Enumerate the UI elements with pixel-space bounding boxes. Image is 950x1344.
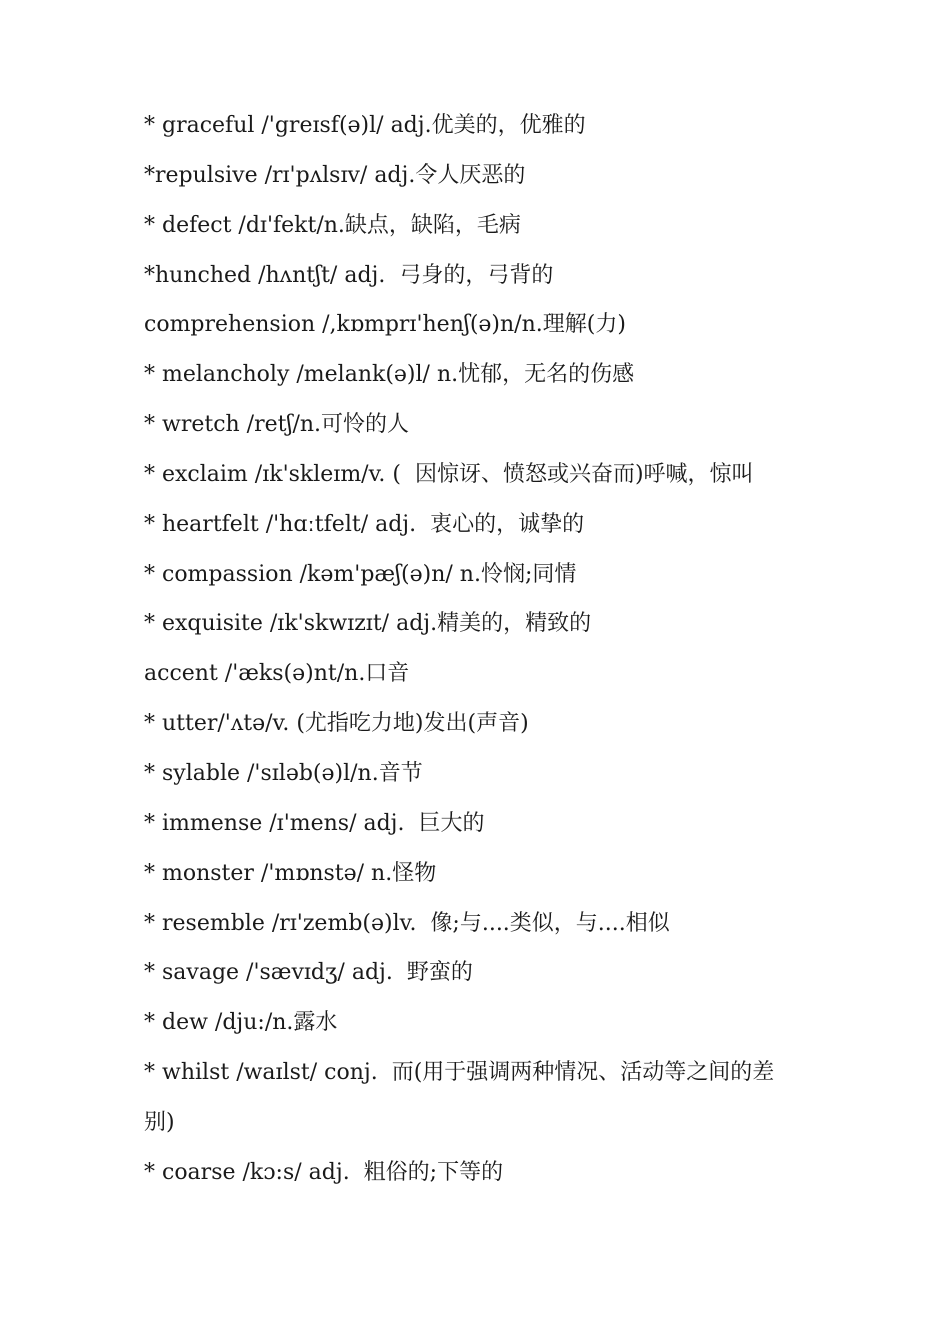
vocab-entry-utter: * utter/'ʌtə/v. (尤指吃力地)发出(声音) [144, 711, 529, 737]
vocab-entry-graceful: * graceful /'greɪsf(ə)l/ adj.优美的，优雅的 [144, 113, 586, 138]
vocab-entry-wretch: * wretch /retʃ/n.可怜的人 [144, 412, 410, 438]
vocab-entry-whilst: * whilst /waɪlst/ conj. 而(用于强调两种情况、活动等之间的差 [144, 1060, 775, 1086]
vocab-entry-coarse: * coarse /kɔ:s/ adj. 粗俗的;下等的 [144, 1159, 504, 1185]
vocab-entry-exclaim: * exclaim /ɪk'skleɪm/v. ( 因惊讶、愤怒或兴奋而)呼喊，惊叫 [144, 461, 754, 487]
vocab-entry-repulsive: *repulsive /rɪ'pʌlsɪv/ adj.令人厌恶的 [144, 162, 526, 188]
vocab-entry-accent: accent /'æks(ə)nt/n.口音 [144, 661, 410, 687]
vocab-entry-heartfelt: * heartfelt /'hɑːtfelt/ adj. 衷心的，诚挚的 [144, 511, 585, 537]
vocabulary-list [144, 101, 824, 1198]
vocab-entry-defect: * defect /dɪ'fekt/n.缺点，缺陷，毛病 [144, 212, 521, 238]
vocab-entry-hunched: *hunched /hʌntʃt/ adj. 弓身的，弓背的 [144, 262, 554, 288]
vocab-entry-sylable: * sylable /'sɪləb(ə)l/n.音节 [144, 760, 423, 786]
vocab-entry-comprehension: comprehension /,kɒmprɪ'henʃ(ə)n/n.理解(力) [144, 312, 626, 338]
vocab-entry-compassion: * compassion /kəm'pæʃ(ə)n/ n.怜悯;同情 [144, 561, 577, 587]
vocab-entry-melancholy: * melancholy /melank(ə)l/ n.忧郁，无名的伤感 [144, 362, 635, 388]
vocab-entry-dew: * dew /dju:/n.露水 [144, 1010, 338, 1036]
vocab-entry-immense: * immense /ɪ'mens/ adj. 巨大的 [144, 810, 485, 836]
vocab-entry-whilst-continued: 别) [144, 1109, 175, 1135]
vocab-entry-monster: * monster /'mɒnstə/ n.怪物 [144, 860, 437, 886]
vocab-entry-resemble: * resemble /rɪ'zemb(ə)lv. 像;与....类似，与....相似 [144, 910, 670, 936]
vocab-entry-savage: * savage /'sævɪdʒ/ adj. 野蛮的 [144, 960, 473, 986]
vocab-entry-exquisite: * exquisite /ɪk'skwɪzɪt/ adj.精美的，精致的 [144, 611, 592, 637]
